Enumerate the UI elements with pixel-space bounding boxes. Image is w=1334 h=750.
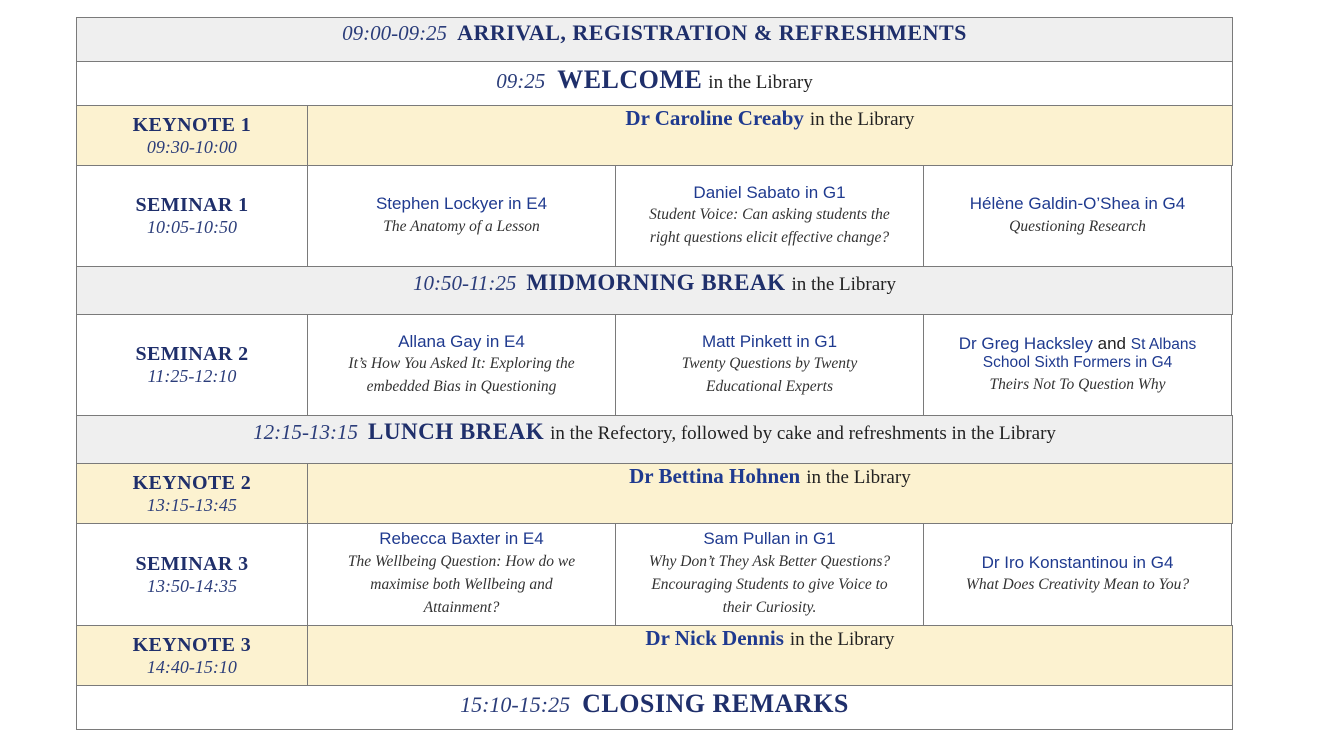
session-title-line: Attainment? (423, 599, 500, 617)
schedule-row-lunch-break (77, 416, 1233, 464)
session-title-line: The Wellbeing Question: How do we (347, 552, 576, 570)
keynote-2-main-cell (308, 464, 1233, 523)
schedule-row-closing (77, 686, 1233, 730)
seminar-3-session-1 (308, 524, 616, 625)
session-title-line: Why Don’t They Ask Better Questions? (648, 552, 891, 570)
schedule-row-welcome (77, 62, 1233, 106)
closing-cell (77, 686, 1233, 729)
session-title: Questioning Research (1009, 217, 1146, 235)
schedule-row-arrival (77, 18, 1233, 62)
keynote-3-location: in the Library (789, 629, 895, 650)
midmorning-location: in the Library (791, 274, 896, 295)
arrival-time: 09:00-09:25 (342, 21, 448, 45)
session-speaker-primary: Dr Greg Hacksley (958, 333, 1093, 353)
keynote-2-label: KEYNOTE 2 (132, 471, 252, 494)
seminar-2-label-cell (77, 315, 308, 415)
lunch-time: 12:15-13:15 (253, 420, 359, 444)
closing-title: CLOSING REMARKS (582, 689, 849, 718)
welcome-location: in the Library (708, 72, 813, 93)
seminar-1-session-1 (308, 166, 616, 266)
session-title-line: Encouraging Students to give Voice to (651, 576, 888, 594)
keynote-1-time: 09:30-10:00 (146, 136, 237, 157)
keynote-3-time: 14:40-15:10 (146, 656, 237, 677)
welcome-title: WELCOME (557, 65, 703, 94)
keynote-2-label-cell (77, 464, 308, 523)
arrival-cell (77, 18, 1233, 61)
keynote-1-label: KEYNOTE 1 (132, 113, 252, 136)
keynote-2-time: 13:15-13:45 (146, 494, 237, 515)
seminar-1-session-3 (924, 166, 1232, 266)
keynote-2-speaker: Dr Bettina Hohnen (629, 464, 801, 488)
session-speaker: Hélène Galdin-O’Shea in G4 (969, 194, 1186, 214)
keynote-3-label-cell (77, 626, 308, 685)
seminar-1-label: SEMINAR 1 (135, 194, 249, 217)
session-speaker: Dr Iro Konstantinou in G4 (981, 552, 1174, 572)
seminar-2-session-1 (308, 315, 616, 415)
session-title: Theirs Not To Question Why (989, 375, 1166, 393)
session-speaker: Matt Pinkett in G1 (701, 331, 838, 351)
session-speaker: Rebecca Baxter in E4 (379, 529, 544, 549)
schedule-row-keynote-3 (77, 626, 1233, 686)
session-title-line: right questions elicit effective change? (649, 229, 890, 247)
session-speaker-secondary: St Albans (1130, 335, 1197, 353)
keynote-1-label-cell (77, 106, 308, 165)
welcome-time: 09:25 (496, 69, 546, 93)
seminar-3-session-2 (616, 524, 924, 625)
schedule-row-midmorning-break (77, 267, 1233, 315)
seminar-1-label-cell (77, 166, 308, 266)
keynote-1-speaker: Dr Caroline Creaby (625, 106, 804, 130)
seminar-3-session-3 (924, 524, 1232, 625)
closing-time: 15:10-15:25 (460, 692, 571, 717)
session-title-line: Student Voice: Can asking students the (649, 205, 890, 223)
seminar-3-label: SEMINAR 3 (135, 552, 249, 575)
session-title-line: Twenty Questions by Twenty (681, 354, 858, 372)
session-speaker: Sam Pullan in G1 (703, 529, 836, 549)
session-title-line: embedded Bias in Questioning (366, 378, 557, 396)
schedule-row-keynote-2 (77, 464, 1233, 524)
session-speaker: Allana Gay in E4 (398, 331, 525, 351)
session-speaker: Stephen Lockyer in E4 (375, 194, 548, 214)
welcome-cell (77, 62, 1233, 105)
session-speaker: Daniel Sabato in G1 (693, 182, 846, 202)
lunch-location: in the Refectory, followed by cake and refreshments in the Library (550, 423, 1056, 444)
session-title: What Does Creativity Mean to You? (965, 576, 1190, 594)
seminar-1-session-2 (616, 166, 924, 266)
session-speaker-line-2: School Sixth Formers in G4 (982, 354, 1173, 372)
seminar-2-label: SEMINAR 2 (135, 343, 249, 366)
seminar-3-label-cell (77, 524, 308, 625)
schedule-row-keynote-1 (77, 106, 1233, 166)
session-speaker-joiner: and (1097, 333, 1126, 353)
seminar-2-session-2 (616, 315, 924, 415)
midmorning-time: 10:50-11:25 (413, 271, 517, 295)
seminar-2-session-3 (924, 315, 1232, 415)
session-title-line: Educational Experts (706, 378, 833, 396)
session-title-line: their Curiosity. (722, 599, 817, 617)
keynote-1-main-cell (308, 106, 1233, 165)
lunch-cell (77, 416, 1233, 463)
session-title-line: maximise both Wellbeing and (370, 576, 553, 594)
keynote-1-location: in the Library (809, 109, 915, 130)
seminar-2-time: 11:25-12:10 (147, 366, 237, 387)
lunch-title: LUNCH BREAK (368, 419, 545, 444)
arrival-title: ARRIVAL, REGISTRATION & REFRESHMENTS (457, 20, 967, 45)
session-title-line: It’s How You Asked It: Exploring the (348, 354, 575, 372)
seminar-3-time: 13:50-14:35 (147, 575, 237, 596)
schedule-row-seminar-1 (77, 166, 1233, 267)
seminar-1-time: 10:05-10:50 (147, 217, 237, 238)
session-title: The Anatomy of a Lesson (383, 217, 540, 235)
keynote-2-location: in the Library (806, 467, 911, 488)
midmorning-title: MIDMORNING BREAK (526, 270, 786, 295)
conference-schedule-table (76, 17, 1233, 730)
keynote-3-main-cell (308, 626, 1233, 685)
schedule-row-seminar-2 (77, 315, 1233, 416)
midmorning-cell (77, 267, 1233, 314)
keynote-3-speaker: Dr Nick Dennis (645, 626, 784, 650)
session-speaker-line (959, 334, 1196, 355)
keynote-3-label: KEYNOTE 3 (132, 633, 252, 656)
schedule-row-seminar-3 (77, 524, 1233, 626)
